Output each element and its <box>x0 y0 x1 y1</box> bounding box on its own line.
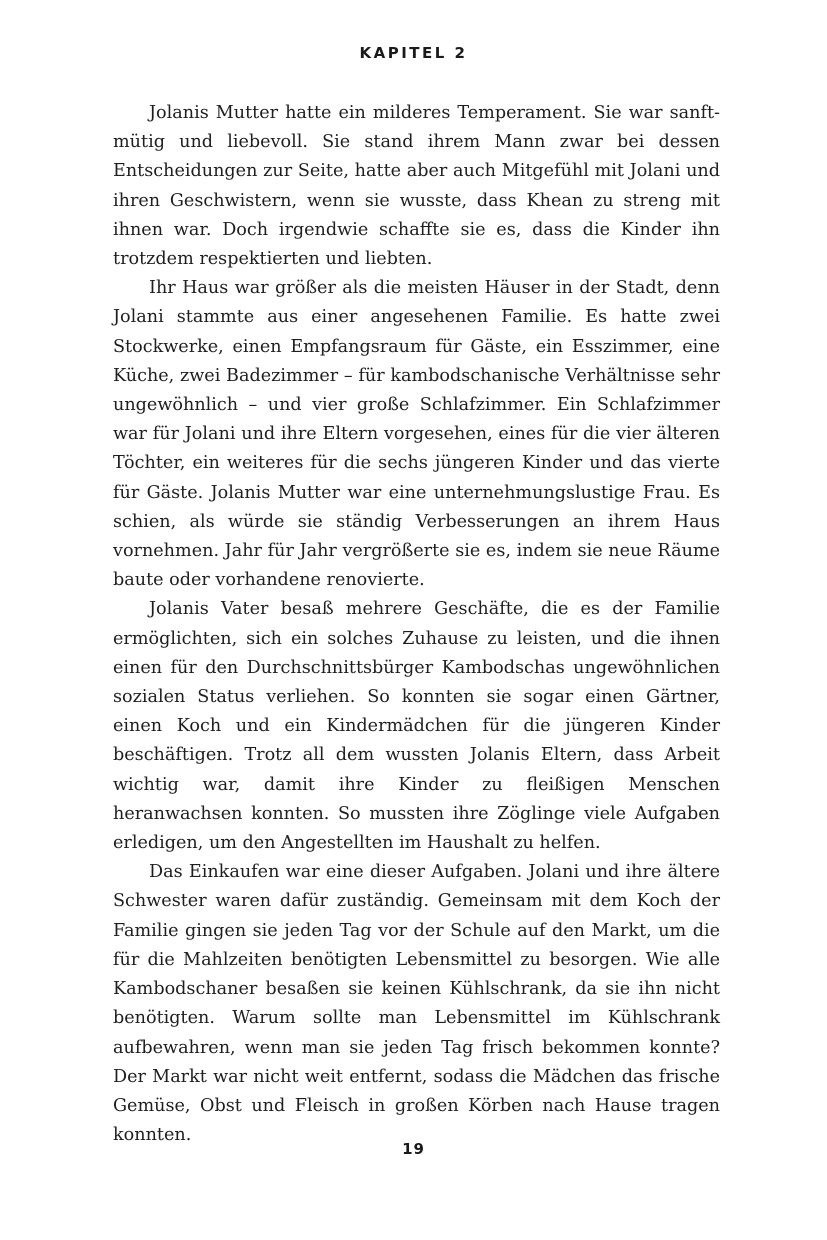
page-number: 19 <box>402 1140 425 1158</box>
paragraph: Jolanis Vater besaß mehrere Geschäfte, die es der Familie ermöglichten, sich ein solches Zuhause zu leisten, und die ihnen einen für den Durchschnittsbürger Kambodschas ungewöhnlichen sozialen Status verliehen. So konnten sie sogar einen Gärtner, einen Koch und ein Kindermädchen für die jüngeren Kinder beschäftigen. Trotz all dem wussten Jolanis Eltern, dass Arbeit wichtig war, damit ihre Kinder zu fleißigen Menschen heranwachsen konnten. So mussten ihre Zöglinge viele Aufgaben erledigen, um den Angestellten im Haushalt zu helfen. <box>113 599 720 854</box>
paragraph: Jolanis Mutter hatte ein milderes Temperament. Sie war sanftmütig und liebevoll. Sie stand ihrem Mann zwar bei dessen Entscheidungen zur Seite, hatte aber auch Mitgefühl mit Jolani und ihren Geschwistern, wenn sie wusste, dass Khean zu streng mit ihnen war. Doch irgendwie schaffte sie es, dass die Kinder ihn trotzdem respektierten und liebten. <box>113 103 720 270</box>
paragraph: Das Einkaufen war eine dieser Aufgaben. Jolani und ihre ältere Schwester waren dafür zuständig. Gemeinsam mit dem Koch der Familie gingen sie jeden Tag vor der Schule auf den Markt, um die für die Mahlzeiten benötigten Lebensmittel zu besorgen. Wie alle Kambodschaner besaßen sie keinen Kühlschrank, da sie ihn nicht benötigten. Warum sollte man Lebensmittel im Kühlschrank aufbewahren, wenn man sie jeden Tag frisch bekommen konnte? Der Markt war nicht weit entfernt, sodass die Mädchen das frische Gemüse, Obst und Fleisch in großen Körben nach Hause tragen konnten. <box>113 862 720 1146</box>
body-text <box>113 99 720 1150</box>
chapter-running-head: KAPITEL 2 <box>359 44 468 62</box>
paragraph: Ihr Haus war größer als die meisten Häuser in der Stadt, denn Jolani stammte aus einer angesehenen Familie. Es hatte zwei Stockwerke, einen Empfangsraum für Gäste, ein Esszimmer, eine Küche, zwei Badezimmer – für kambodschanische Verhältnisse sehr ungewöhnlich – und vier große Schlafzimmer. Ein Schlafzimmer war für Jolani und ihre Eltern vorgesehen, eines für die vier älteren Töchter, ein weiteres für die sechs jüngeren Kinder und das vierte für Gäste. Jolanis Mutter war eine unternehmungslustige Frau. Es schien, als würde sie ständig Verbesserungen an ihrem Haus vornehmen. Jahr für Jahr vergrößerte sie es, indem sie neue Räume baute oder vorhandene renovierte. <box>113 278 720 591</box>
